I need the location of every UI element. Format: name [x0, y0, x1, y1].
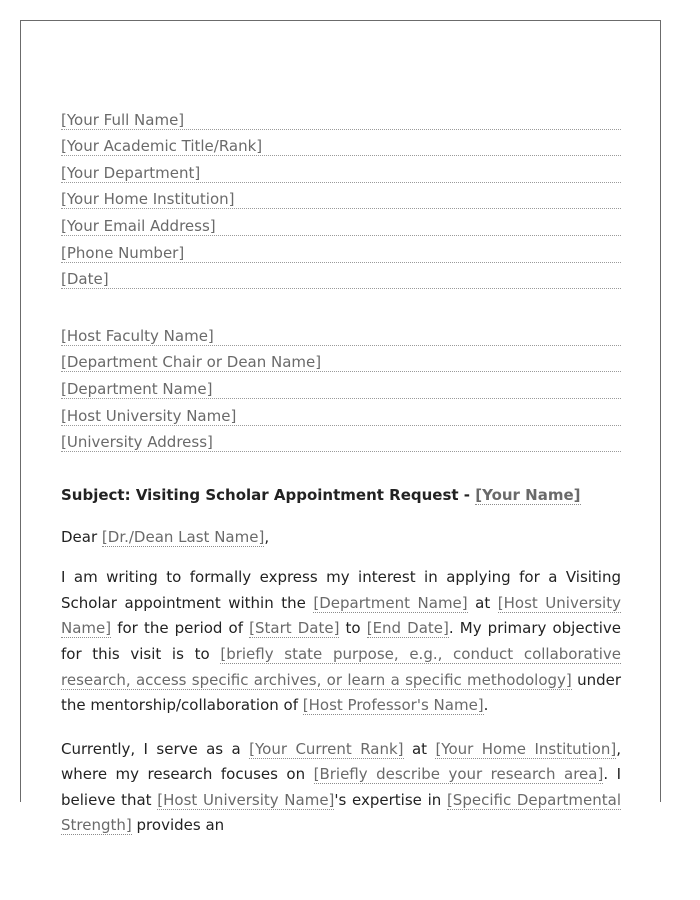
para2-institution-placeholder[interactable]: [Your Home Institution] [435, 739, 617, 758]
sender-block [61, 103, 621, 289]
para2-host-university-placeholder[interactable]: [Host University Name] [157, 790, 335, 809]
para2-text-5: 's expertise in [334, 790, 442, 809]
para1-host-professor-placeholder[interactable]: [Host Professor's Name] [302, 696, 484, 715]
sender-phone-text: [Phone Number] [61, 243, 185, 262]
para1-start-date-placeholder[interactable]: [Start Date] [249, 619, 340, 638]
date-text: [Date] [61, 270, 109, 289]
para1-text-6: under the mentorship/collaboration of [61, 670, 621, 715]
para1-purpose-placeholder[interactable]: [briefly state purpose, e.g., conduct collaborative research, access specific archives, or learn a specific methodology] [61, 644, 621, 689]
date-field[interactable] [61, 263, 621, 290]
para2-text-2: at [411, 739, 428, 758]
para2-text-1: Currently, I serve as a [61, 739, 241, 758]
sender-title-text: [Your Academic Title/Rank] [61, 137, 263, 156]
para1-text-7: . [483, 696, 489, 715]
document-page [20, 20, 661, 835]
sender-department-text: [Your Department] [61, 163, 201, 182]
recipient-department-field[interactable] [61, 372, 621, 399]
para2-rank-placeholder[interactable]: [Your Current Rank] [249, 739, 404, 758]
subject-line [61, 485, 621, 505]
para1-text-5: . My primary objective for this visit is to [61, 619, 621, 663]
host-university-field[interactable] [61, 399, 621, 426]
salutation [61, 527, 621, 547]
recipient-department-text: [Department Name] [61, 379, 213, 398]
para2-text-6: provides an [136, 816, 225, 835]
chair-field[interactable] [61, 346, 621, 373]
university-address-field[interactable] [61, 426, 621, 453]
sender-email-text: [Your Email Address] [61, 216, 216, 235]
para1-text-3: for the period of [117, 619, 244, 638]
sender-phone-field[interactable] [61, 236, 621, 263]
sender-name-text: [Your Full Name] [61, 110, 185, 129]
sender-department-field[interactable] [61, 156, 621, 183]
para2-strength-placeholder[interactable]: [Specific Departmental Strength] [61, 790, 621, 835]
sender-institution-field[interactable] [61, 183, 621, 210]
host-faculty-text: [Host Faculty Name] [61, 326, 214, 345]
host-faculty-field[interactable] [61, 319, 621, 346]
para2-research-area-placeholder[interactable]: [Briefly describe your research area] [313, 765, 604, 784]
sender-email-field[interactable] [61, 209, 621, 236]
recipient-block [61, 319, 621, 452]
para1-department-placeholder[interactable]: [Department Name] [313, 593, 468, 612]
para1-end-date-placeholder[interactable]: [End Date] [366, 619, 449, 638]
subject-name-placeholder[interactable]: [Your Name] [475, 486, 581, 505]
para1-university-placeholder[interactable]: [Host University Name] [61, 593, 621, 638]
para2-text-3: , where my research focuses on [61, 739, 621, 784]
salutation-prefix: Dear [61, 528, 98, 547]
host-university-text: [Host University Name] [61, 406, 237, 425]
paragraph-background [61, 737, 621, 839]
block-spacer [61, 289, 621, 319]
chair-text: [Department Chair or Dean Name] [61, 353, 322, 372]
para1-text-4: to [345, 619, 361, 638]
salutation-name-placeholder[interactable]: [Dr./Dean Last Name] [101, 528, 265, 547]
para2-text-4: . I believe that [61, 765, 622, 809]
sender-name-field[interactable] [61, 103, 621, 130]
university-address-text: [University Address] [61, 433, 213, 452]
letter-body [61, 103, 621, 839]
para1-text-1: I am writing to formally express my interest in applying for a Visiting Scholar appointment within the [61, 568, 621, 612]
subject-label: Subject: Visiting Scholar Appointment Request - [61, 486, 470, 505]
sender-title-field[interactable] [61, 130, 621, 157]
salutation-suffix: , [264, 528, 270, 547]
paragraph-intro [61, 565, 621, 719]
sender-institution-text: [Your Home Institution] [61, 190, 235, 209]
para1-text-2: at [475, 593, 491, 612]
